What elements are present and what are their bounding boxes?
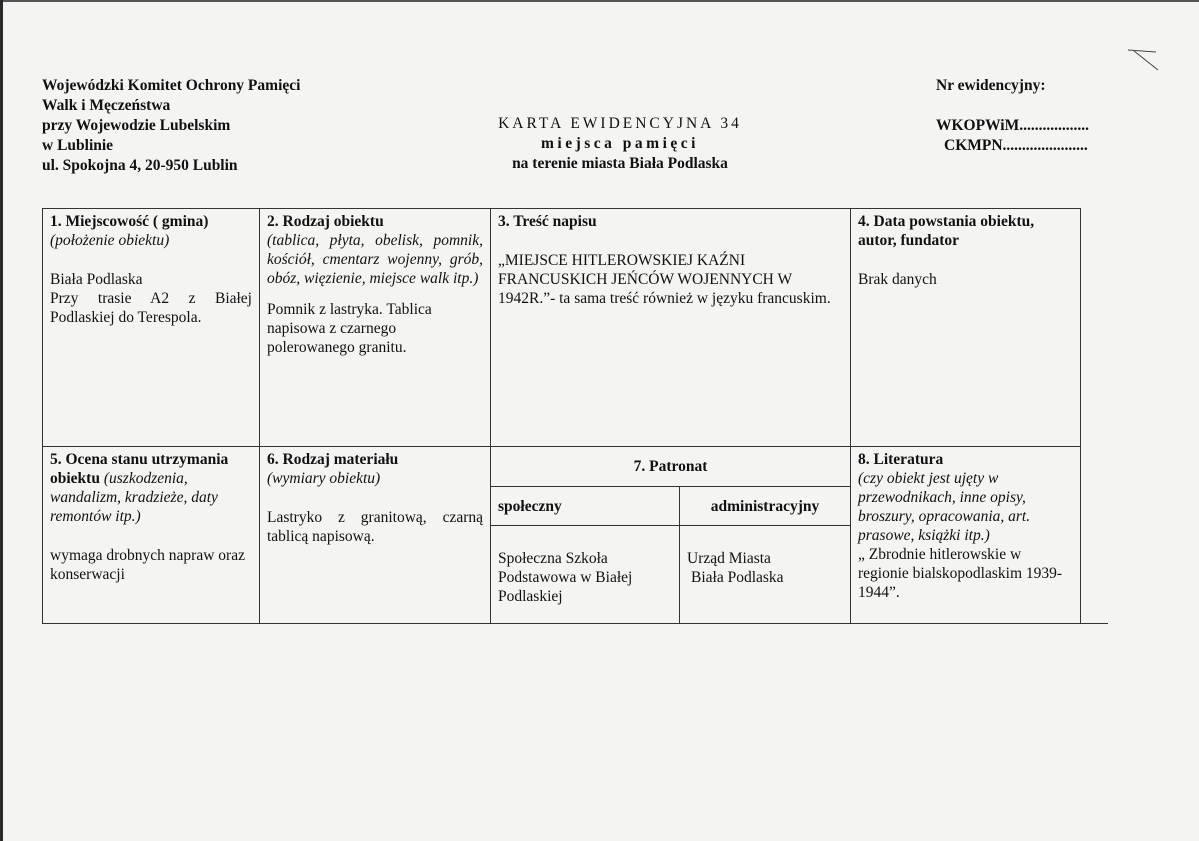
wkopwim-field: WKOPWiM.................. (936, 117, 1089, 134)
cell-value: Biała Podlaska (50, 271, 143, 288)
nr-label: Nr ewidencyjny: (936, 77, 1046, 94)
cell-hint: (tablica, płyta, obelisk, pomnik, kościół, cmentarz wojenny, grób, obóz, więzienie, miejsce walk itp.) (267, 232, 483, 287)
cell-patronage-social-value (491, 526, 680, 624)
cell-value: Biała Podlaska (691, 569, 784, 586)
ckmpn-field: CKMPN...................... (944, 137, 1088, 154)
record-table (42, 208, 1081, 624)
cell-literature (851, 447, 1081, 624)
subtitle-line: miejsca pamięci (541, 135, 699, 152)
cell-value: Lastryko z granitową, czarną tablicą napisową. (267, 509, 483, 545)
document-title (420, 114, 820, 174)
scan-left-edge (0, 0, 3, 841)
cell-value: „ Zbrodnie hitlerowskie w regionie bialskopodlaskim 1939-1944”. (858, 546, 1063, 601)
cell-value: Pomnik z lastryka. Tablica napisowa z czarnego polerowanego granitu. (267, 301, 432, 356)
organization-address (42, 76, 300, 176)
cell-value: Urząd Miasta (687, 550, 771, 567)
cell-hint: (uszkodzenia, wandalizm, kradzieże, daty remontów itp.) (50, 470, 218, 525)
cell-location (43, 209, 260, 447)
cell-value: Przy trasie A2 z Białej Podlaskiej do Terespola. (50, 290, 252, 326)
cell-patronage-social-label (491, 487, 680, 526)
cell-patronage-admin-value (680, 526, 851, 624)
cell-inscription (491, 209, 851, 447)
cell-date-author (851, 209, 1081, 447)
cell-heading: 5. Ocena stanu utrzymania obiektu (50, 451, 229, 487)
table-row (43, 209, 1081, 447)
location-line: na terenie miasta Biała Podlaska (512, 155, 728, 172)
cell-heading: 8. Literatura (858, 451, 944, 468)
cell-material (260, 447, 491, 624)
cell-object-type (260, 209, 491, 447)
title-line: KARTA EWIDENCYJNA 34 (498, 115, 742, 132)
table-row (43, 447, 1081, 487)
cell-value: „MIEJSCE HITLEROWSKIEJ KAŹNI FRANCUSKICH JEŃCÓW WOJENNYCH W 1942R.”- ta sama treść również w języku francuskim. (498, 252, 831, 307)
cell-heading: 7. Patronat (633, 458, 708, 475)
cell-hint: (położenie obiektu) (50, 232, 170, 249)
scan-top-edge (0, 0, 1199, 2)
cell-value: Brak danych (858, 271, 937, 288)
pen-tick-mark (1126, 46, 1160, 72)
cell-hint: (czy obiekt jest ujęty w przewodnikach, inne opisy, broszury, opracowania, art. prasowe, książki itp.) (858, 470, 1031, 544)
cell-value: Społeczna Szkoła Podstawowa w Białej Podlaskiej (498, 550, 633, 605)
cell-heading: 4. Data powstania obiektu, autor, fundator (858, 213, 1035, 249)
org-line: Walk i Męczeństwa (42, 97, 171, 114)
cell-heading: 6. Rodzaj materiału (267, 451, 399, 468)
cell-heading: 2. Rodzaj obiektu (267, 213, 384, 230)
cell-patronage-admin-label (680, 487, 851, 526)
bottom-rule (42, 623, 1108, 624)
org-line: Wojewódzki Komitet Ochrony Pamięci (42, 77, 301, 94)
org-line: przy Wojewodzie Lubelskim (42, 117, 231, 134)
cell-heading: administracyjny (710, 497, 820, 515)
cell-patronage-heading (491, 447, 851, 487)
cell-value: wymaga drobnych napraw oraz konserwacji (50, 547, 245, 583)
cell-heading: 1. Miejscowość ( gmina) (50, 213, 209, 230)
cell-hint: (wymiary obiektu) (267, 470, 381, 487)
org-line: w Lublinie (42, 137, 114, 154)
cell-condition (43, 447, 260, 624)
registration-numbers (928, 76, 1118, 156)
cell-heading-block (50, 450, 252, 526)
org-line: ul. Spokojna 4, 20-950 Lublin (42, 157, 238, 174)
cell-heading: społeczny (498, 497, 562, 515)
cell-heading: 3. Treść napisu (498, 213, 597, 230)
